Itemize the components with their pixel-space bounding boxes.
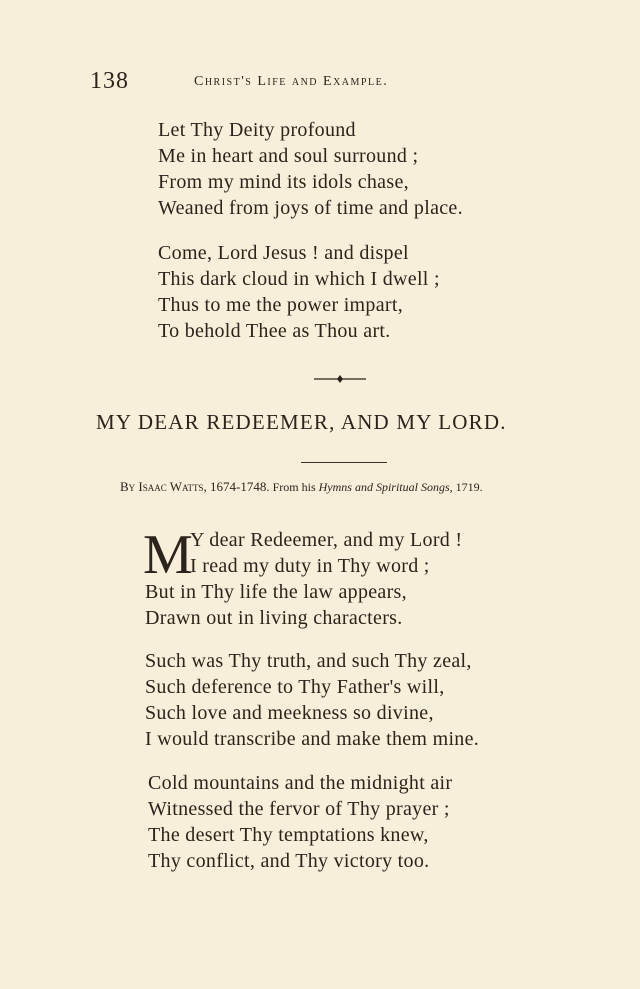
poem-line: Drawn out in living characters.: [145, 607, 403, 629]
poem-line: Let Thy Deity profound: [158, 119, 356, 141]
stanza-top-1: [158, 117, 463, 221]
running-head: [90, 68, 490, 98]
poem-line: Y dear Redeemer, and my Lord !: [190, 529, 463, 551]
hymn-stanza-2: [145, 648, 479, 752]
byline-from: From his: [272, 480, 316, 494]
poem-line: I would transcribe and make them mine.: [145, 728, 480, 750]
poem-line: Such deference to Thy Father's will,: [145, 676, 445, 698]
poem-line: Cold mountains and the midnight air: [148, 772, 453, 794]
poem-line: The desert Thy temptations knew,: [148, 824, 429, 846]
poem-line: From my mind its idols chase,: [158, 171, 409, 193]
poem-line: Witnessed the fervor of Thy prayer ;: [148, 798, 450, 820]
poem-line: Such was Thy truth, and such Thy zeal,: [145, 650, 472, 672]
drop-cap: M: [143, 524, 193, 586]
ornament-divider: [314, 372, 366, 386]
poem-line: Weaned from joys of time and place.: [158, 197, 463, 219]
stanza-top-2: [158, 240, 440, 344]
running-title: Christ's Life and Example.: [194, 74, 389, 89]
byline-author: By Isaac Watts, 1674-1748.: [120, 479, 270, 494]
byline-work: Hymns and Spiritual Songs,: [318, 480, 453, 494]
hymn-stanza-1: [143, 524, 463, 631]
poem-line: Come, Lord Jesus ! and dispel: [158, 242, 409, 264]
poem-line: Such love and meekness so divine,: [145, 702, 434, 724]
title-rule: [301, 462, 387, 463]
poem-line: Thy conflict, and Thy victory too.: [148, 850, 430, 872]
poem-line: Thus to me the power impart,: [158, 294, 404, 316]
poem-line: But in Thy life the law appears,: [145, 581, 407, 603]
byline-year: 1719.: [455, 480, 483, 494]
poem-line: Me in heart and soul surround ;: [158, 145, 419, 167]
byline: [120, 479, 590, 495]
poem-line: I read my duty in Thy word ;: [190, 555, 430, 577]
poem-line: This dark cloud in which I dwell ;: [158, 268, 440, 290]
hymn-stanza-3: [148, 770, 452, 874]
poem-line: To behold Thee as Thou art.: [158, 320, 391, 342]
hymn-title: MY DEAR REDEEMER, AND MY LORD.: [96, 410, 507, 434]
page-number: 138: [90, 68, 129, 94]
